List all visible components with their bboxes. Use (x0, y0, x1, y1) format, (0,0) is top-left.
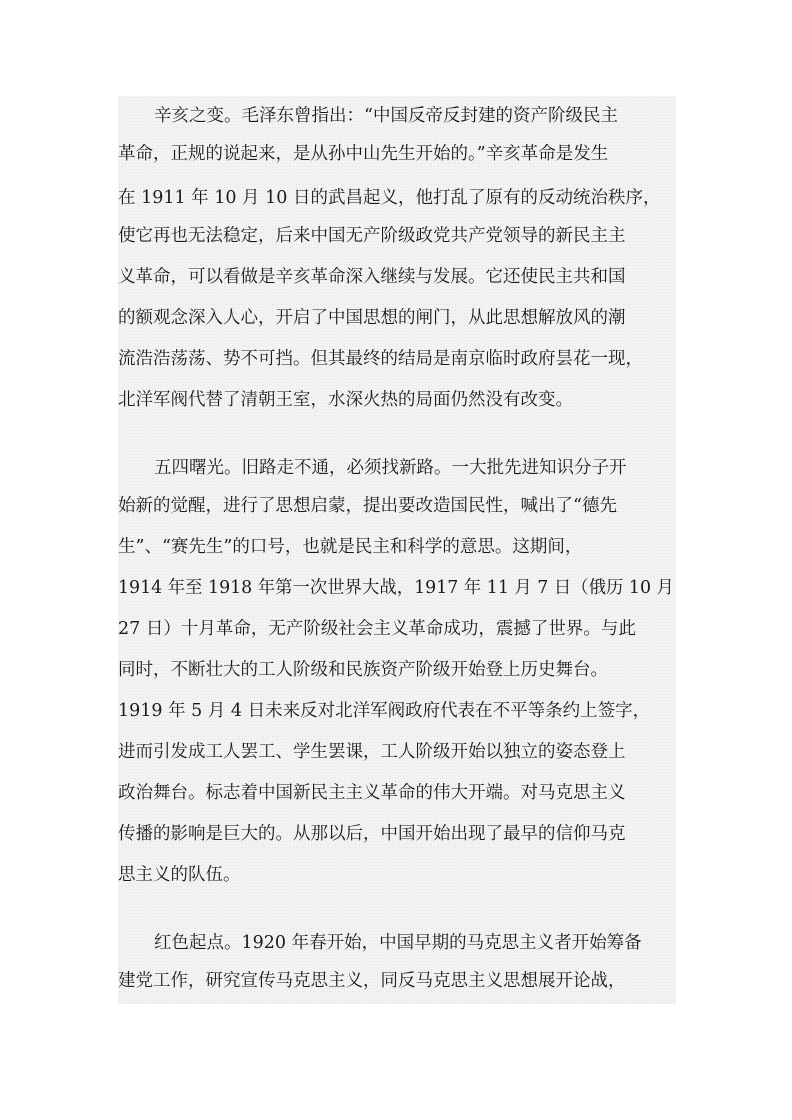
text-line: 1919 年 5 月 4 日未来反对北洋军阀政府代表在不平等条约上签字， (118, 701, 651, 721)
text-line: 1914 年至 1918 年第一次世界大战，1917 年 11 月 7 日（俄历 10 月 (118, 578, 674, 598)
text-line: 义革命，可以看做是辛亥革命深入继续与发展。它还使民主共和国 (118, 267, 626, 287)
text-line: 在 1911 年 10 月 10 日的武昌起义，他打乱了原有的反动统治秩序， (118, 188, 661, 208)
text-line: 使它再也无法稳定，后来中国无产阶级政党共产党领导的新民主主 (118, 226, 626, 246)
text-line: 流浩浩荡荡、势不可挡。但其最终的结局是南京临时政府昙花一现， (118, 349, 643, 369)
text-line: 的额观念深入人心，开启了中国思想的闸门，从此思想解放风的潮 (118, 308, 626, 328)
text-line: 同时，不断壮大的工人阶级和民族资产阶级开始登上历史舞台。 (118, 660, 608, 680)
text-line: 五四曙光。旧路走不通，必须找新路。一大批先进知识分子开 (154, 458, 627, 478)
text-line: 建党工作，研究宣传马克思主义，同反马克思主义思想展开论战， (118, 971, 626, 991)
text-line: 思主义的队伍。 (118, 865, 241, 885)
text-line: 传播的影响是巨大的。从那以后，中国开始出现了最早的信仰马克 (118, 824, 626, 844)
text-line: 生”、“赛先生”的口号，也就是民主和科学的意思。这期间， (118, 537, 583, 557)
text-line: 红色起点。1920 年春开始，中国早期的马克思主义者开始筹备 (154, 933, 642, 953)
text-line: 27 日）十月革命，无产阶级社会主义革命成功，震撼了世界。与此 (118, 619, 636, 639)
text-line: 革命，正规的说起来，是从孙中山先生开始的。”辛亥革命是发生 (118, 144, 609, 164)
text-line: 政治舞台。标志着中国新民主主义革命的伟大开端。对马克思主义 (118, 783, 626, 803)
text-line: 辛亥之变。毛泽东曾指出：“中国反帝反封建的资产阶级民主 (154, 106, 618, 126)
text-line: 北洋军阀代替了清朝王室，水深火热的局面仍然没有改变。 (118, 390, 573, 410)
text-block (118, 96, 676, 1004)
text-line: 始新的觉醒，进行了思想启蒙，提出要改造国民性，喊出了“德先 (118, 496, 617, 516)
text-line: 进而引发成工人罢工、学生罢课，工人阶级开始以独立的姿态登上 (118, 742, 626, 762)
